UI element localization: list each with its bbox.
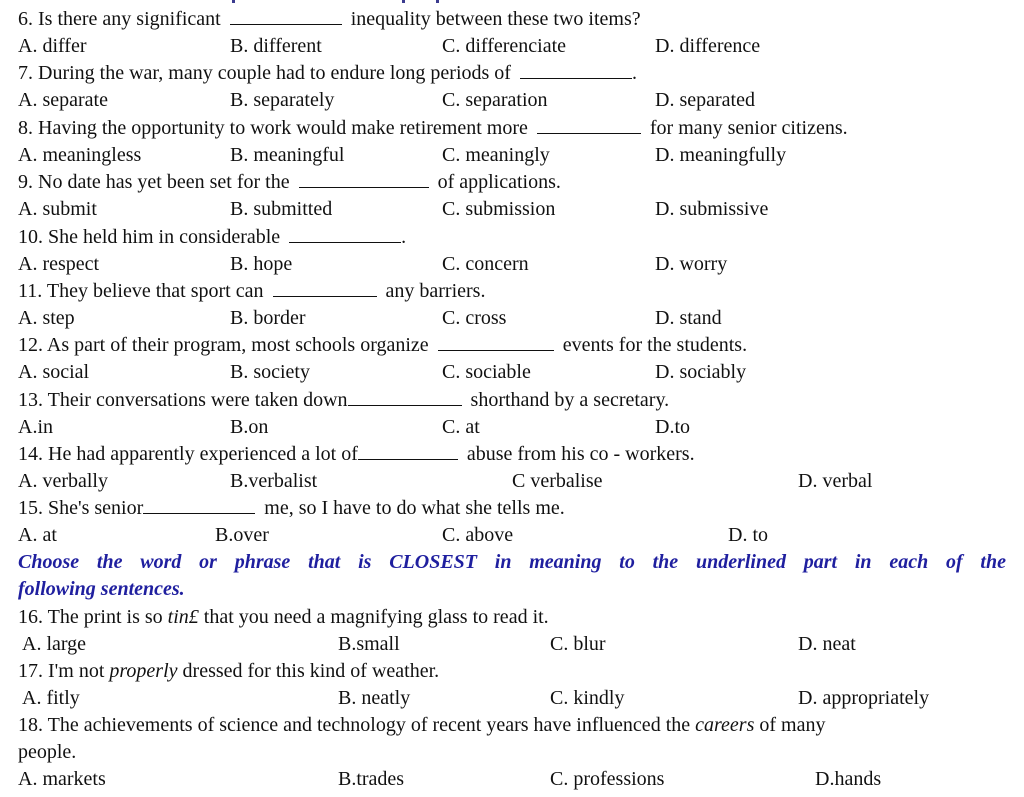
- question-number: 7.: [18, 62, 33, 84]
- answer-blank: [438, 332, 554, 351]
- page-edge-mark: [402, 0, 405, 3]
- option-c: C. meaningly: [442, 144, 550, 166]
- question-number: 10.: [18, 226, 43, 248]
- option-b: B. society: [230, 361, 310, 383]
- option-a: A. social: [18, 361, 90, 383]
- question-text: for many senior citizens.: [649, 117, 848, 139]
- question-text: Having the opportunity to work would make retirement more: [38, 117, 528, 139]
- option-b: B.verbalist: [230, 470, 318, 492]
- option-a: A. verbally: [18, 470, 108, 492]
- question-text: of applications.: [437, 171, 561, 193]
- question-number: 8.: [18, 117, 33, 139]
- question-9: [18, 169, 561, 196]
- option-b: B. submitted: [230, 198, 333, 220]
- option-a: A.in: [18, 416, 53, 438]
- question-text: During the war, many couple had to endure long periods of: [38, 62, 511, 84]
- option-d: D. neat: [798, 633, 856, 655]
- answer-blank: [520, 60, 632, 79]
- option-a: A. fitly: [22, 687, 80, 709]
- option-d: D. sociably: [655, 361, 747, 383]
- underlined-word: tin£: [167, 606, 199, 628]
- question-number: 16.: [18, 606, 43, 628]
- question-number: 14.: [18, 443, 43, 465]
- option-a: A. differ: [18, 35, 87, 57]
- page-edge-mark: [232, 0, 235, 3]
- question-text: She held him in considerable: [48, 226, 281, 248]
- option-b: B.small: [338, 633, 400, 655]
- question-text: of many: [759, 714, 826, 736]
- underlined-word: properly: [109, 660, 178, 682]
- question-14: [18, 441, 695, 468]
- question-number: 18.: [18, 714, 43, 736]
- question-text: events for the students.: [562, 334, 748, 356]
- section-instruction: Choose the word or phrase that is CLOSEST in meaning to the underlined part in each of the: [18, 551, 1006, 573]
- option-a: A. meaningless: [18, 144, 142, 166]
- question-11: [18, 278, 485, 305]
- question-text: abuse from his co - workers.: [466, 443, 695, 465]
- option-b: B. hope: [230, 253, 293, 275]
- option-d: D. to: [728, 524, 768, 546]
- option-d: D. separated: [655, 89, 755, 111]
- question-text: Their conversations were taken down: [47, 389, 348, 411]
- option-c: C. professions: [550, 768, 665, 790]
- question-text: Is there any significant: [38, 8, 221, 30]
- question-number: 12.: [18, 334, 43, 356]
- option-a: A. large: [22, 633, 87, 655]
- option-b: B. border: [230, 307, 306, 329]
- question-text: shorthand by a secretary.: [470, 389, 670, 411]
- question-text: I'm not: [48, 660, 105, 682]
- question-13: [18, 387, 669, 414]
- page-edge-mark: [436, 0, 439, 3]
- option-d: D. worry: [655, 253, 728, 275]
- answer-blank: [358, 441, 458, 460]
- question-text: She's senior: [48, 497, 144, 519]
- option-b: B.trades: [338, 768, 405, 790]
- question-15: [18, 495, 565, 522]
- option-c: C. submission: [442, 198, 556, 220]
- option-c: C verbalise: [512, 470, 603, 492]
- option-c: C. above: [442, 524, 514, 546]
- option-a: A. markets: [18, 768, 106, 790]
- option-d: D. submissive: [655, 198, 769, 220]
- question-text: any barriers.: [385, 280, 486, 302]
- answer-blank: [273, 278, 377, 297]
- option-c: C. differenciate: [442, 35, 567, 57]
- option-a: A. separate: [18, 89, 108, 111]
- answer-blank: [348, 387, 462, 406]
- option-d: D.hands: [815, 768, 882, 790]
- option-a: A. step: [18, 307, 75, 329]
- question-number: 6.: [18, 8, 33, 30]
- option-a: A. respect: [18, 253, 100, 275]
- option-a: A. submit: [18, 198, 97, 220]
- option-b: B. different: [230, 35, 322, 57]
- option-c: C. kindly: [550, 687, 625, 709]
- question-number: 17.: [18, 660, 43, 682]
- question-text: .: [401, 226, 407, 248]
- question-text: No date has yet been set for the: [38, 171, 290, 193]
- option-b: B.on: [230, 416, 269, 438]
- question-number: 9.: [18, 171, 33, 193]
- question-16: [18, 604, 549, 631]
- option-a: A. at: [18, 524, 57, 546]
- question-number: 15.: [18, 497, 43, 519]
- option-c: C. at: [442, 416, 480, 438]
- question-6: [18, 6, 641, 33]
- question-18: [18, 712, 825, 739]
- question-17: [18, 658, 439, 685]
- question-text: me, so I have to do what she tells me.: [264, 497, 565, 519]
- option-c: C. separation: [442, 89, 548, 111]
- option-b: B. meaningful: [230, 144, 345, 166]
- question-number: 13.: [18, 389, 43, 411]
- question-text: inequality between these two items?: [350, 8, 641, 30]
- question-number: 11.: [18, 280, 43, 302]
- option-c: C. sociable: [442, 361, 531, 383]
- question-text: As part of their program, most schools organize: [46, 334, 429, 356]
- question-10: [18, 224, 406, 251]
- question-text: The achievements of science and technology of recent years have influenced the: [47, 714, 691, 736]
- option-d: D. meaningfully: [655, 144, 787, 166]
- option-c: C. blur: [550, 633, 606, 655]
- question-8: [18, 115, 848, 142]
- option-d: D. difference: [655, 35, 761, 57]
- question-text: that you need a magnifying glass to read it.: [203, 606, 549, 628]
- option-b: B. separately: [230, 89, 335, 111]
- option-d: D. appropriately: [798, 687, 930, 709]
- question-18-cont: people.: [18, 741, 77, 763]
- answer-blank: [143, 495, 255, 514]
- question-7: [18, 60, 637, 87]
- option-d: D.to: [655, 416, 690, 438]
- answer-blank: [299, 169, 429, 188]
- question-text: He had apparently experienced a lot of: [48, 443, 358, 465]
- answer-blank: [537, 115, 641, 134]
- answer-blank: [230, 6, 342, 25]
- question-text: dressed for this kind of weather.: [182, 660, 440, 682]
- option-d: D. verbal: [798, 470, 873, 492]
- section-instruction-cont: following sentences.: [18, 578, 185, 600]
- option-c: C. cross: [442, 307, 507, 329]
- answer-blank: [289, 224, 401, 243]
- option-b: B.over: [215, 524, 269, 546]
- question-12: [18, 332, 747, 359]
- question-text: The print is so: [47, 606, 163, 628]
- underlined-word: careers: [695, 714, 755, 736]
- question-text: .: [631, 62, 637, 84]
- option-c: C. concern: [442, 253, 529, 275]
- option-d: D. stand: [655, 307, 722, 329]
- option-b: B. neatly: [338, 687, 411, 709]
- question-text: They believe that sport can: [46, 280, 264, 302]
